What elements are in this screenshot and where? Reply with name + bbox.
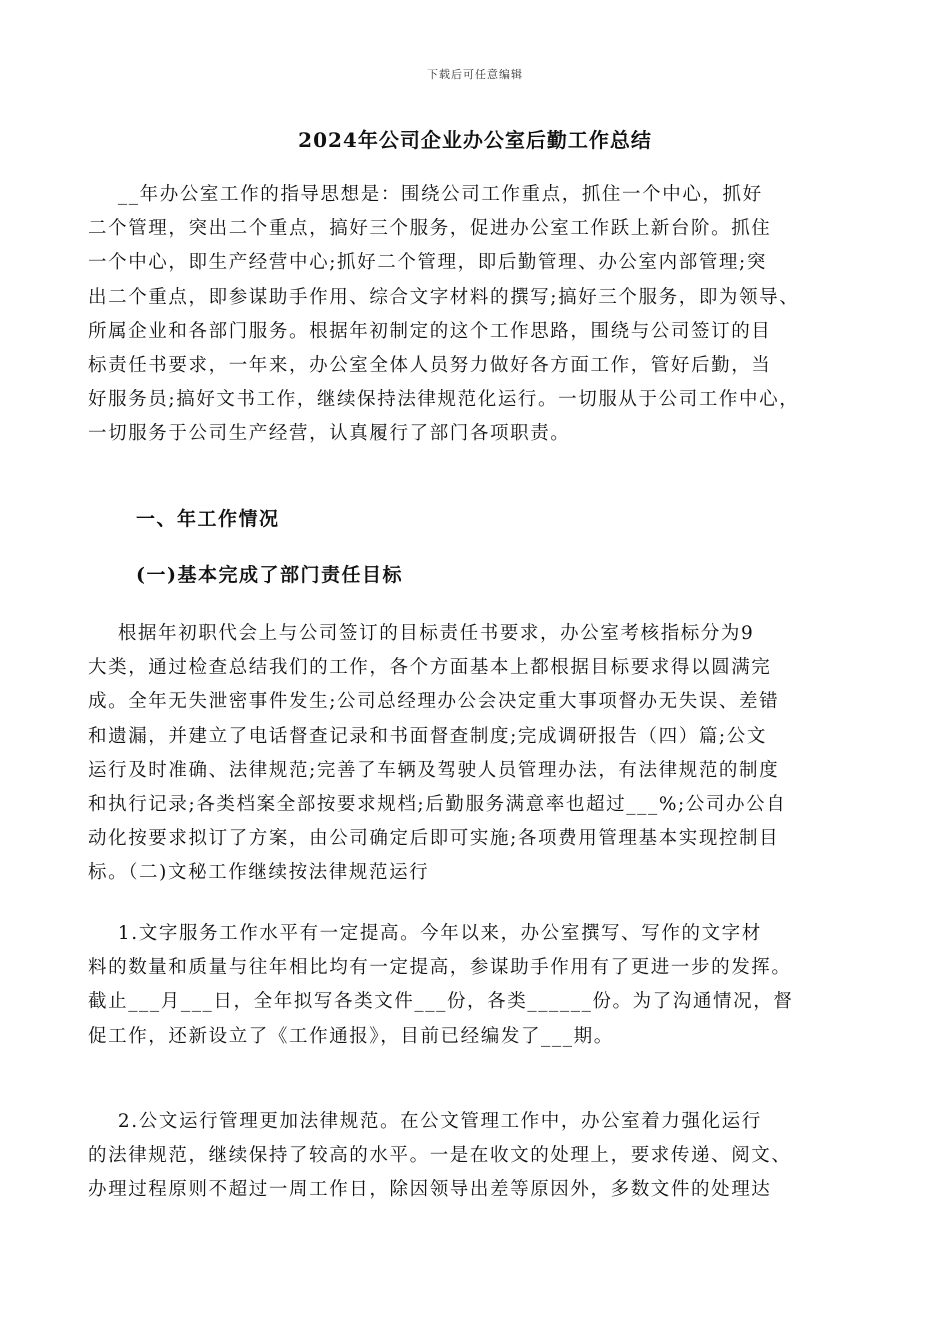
text-line: 1.文字服务工作水平有一定提高。今年以来，办公室撰写、写作的文字材 — [88, 923, 762, 944]
text-line: 好服务员;搞好文书工作，继续保持法律规范化运行。一切服从于公司工作中心， — [88, 389, 800, 411]
text-line: 大类，通过检查总结我们的工作，各个方面基本上都根据目标要求得以圆满完 — [88, 657, 772, 679]
text-line: 和执行记录;各类档案全部按要求规档;后勤服务满意率也超过___%;公司办公自 — [88, 793, 787, 815]
paragraph-document-flow — [88, 1105, 868, 1208]
text-line: 所属企业和各部门服务。根据年初制定的这个工作思路，围绕与公司签订的目 — [88, 320, 772, 342]
text-line: 出二个重点，即参谋助手作用、综合文字材料的撰写;搞好三个服务，即为领导、 — [88, 286, 800, 308]
document-title: 2024年公司企业办公室后勤工作总结 — [298, 128, 652, 152]
paragraph-intro — [88, 178, 868, 452]
paragraph-targets — [88, 617, 868, 891]
section-heading-1: 一、年工作情况 — [136, 508, 280, 530]
text-line: 办理过程原则不超过一周工作日，除因领导出差等原因外，多数文件的处理达 — [88, 1179, 772, 1201]
text-line: 截止___月___日，全年拟写各类文件___份，各类______份。为了沟通情况，督 — [88, 991, 794, 1013]
text-line: 一个中心，即生产经营中心;抓好二个管理，即后勤管理、办公室内部管理;突 — [88, 252, 767, 274]
text-line: 标责任书要求，一年来，办公室全体人员努力做好各方面工作，管好后勤，当 — [88, 354, 772, 376]
text-line: 运行及时准确、法律规范;完善了车辆及驾驶人员管理办法，有法律规范的制度 — [88, 759, 780, 781]
text-line: 标。（二)文秘工作继续按法律规范运行 — [88, 862, 430, 884]
text-line: 和遗漏，并建立了电话督查记录和书面督查制度;完成调研报告（四）篇;公文 — [88, 725, 767, 747]
text-line: __年办公室工作的指导思想是：围绕公司工作重点，抓住一个中心，抓好 — [88, 184, 763, 205]
text-line: 料的数量和质量与往年相比均有一定提高，参谋助手作用有了更进一步的发挥。 — [88, 957, 792, 979]
text-line: 二个管理，突出二个重点，搞好三个服务，促进办公室工作跃上新台阶。抓住 — [88, 218, 772, 240]
text-line: 动化按要求拟订了方案，由公司确定后即可实施;各项费用管理基本实现控制目 — [88, 828, 780, 850]
paragraph-writing-service — [88, 917, 868, 1054]
text-line: 根据年初职代会上与公司签订的目标责任书要求，办公室考核指标分为9 — [88, 623, 755, 644]
text-line: 促工作，还新设立了《工作通报》，目前已经编发了___期。 — [88, 1025, 614, 1047]
text-line: 一切服务于公司生产经营，认真履行了部门各项职责。 — [88, 423, 571, 445]
text-line: 2.公文运行管理更加法律规范。在公文管理工作中，办公室着力强化运行 — [88, 1111, 762, 1132]
text-line: 的法律规范，继续保持了较高的水平。一是在收文的处理上，要求传递、阅文、 — [88, 1145, 792, 1167]
page-header: 下载后可任意编辑 — [427, 68, 523, 81]
text-line: 成。全年无失泄密事件发生;公司总经理办公会决定重大事项督办无失误、差错 — [88, 691, 780, 713]
subsection-heading-1: (一)基本完成了部门责任目标 — [136, 564, 403, 586]
